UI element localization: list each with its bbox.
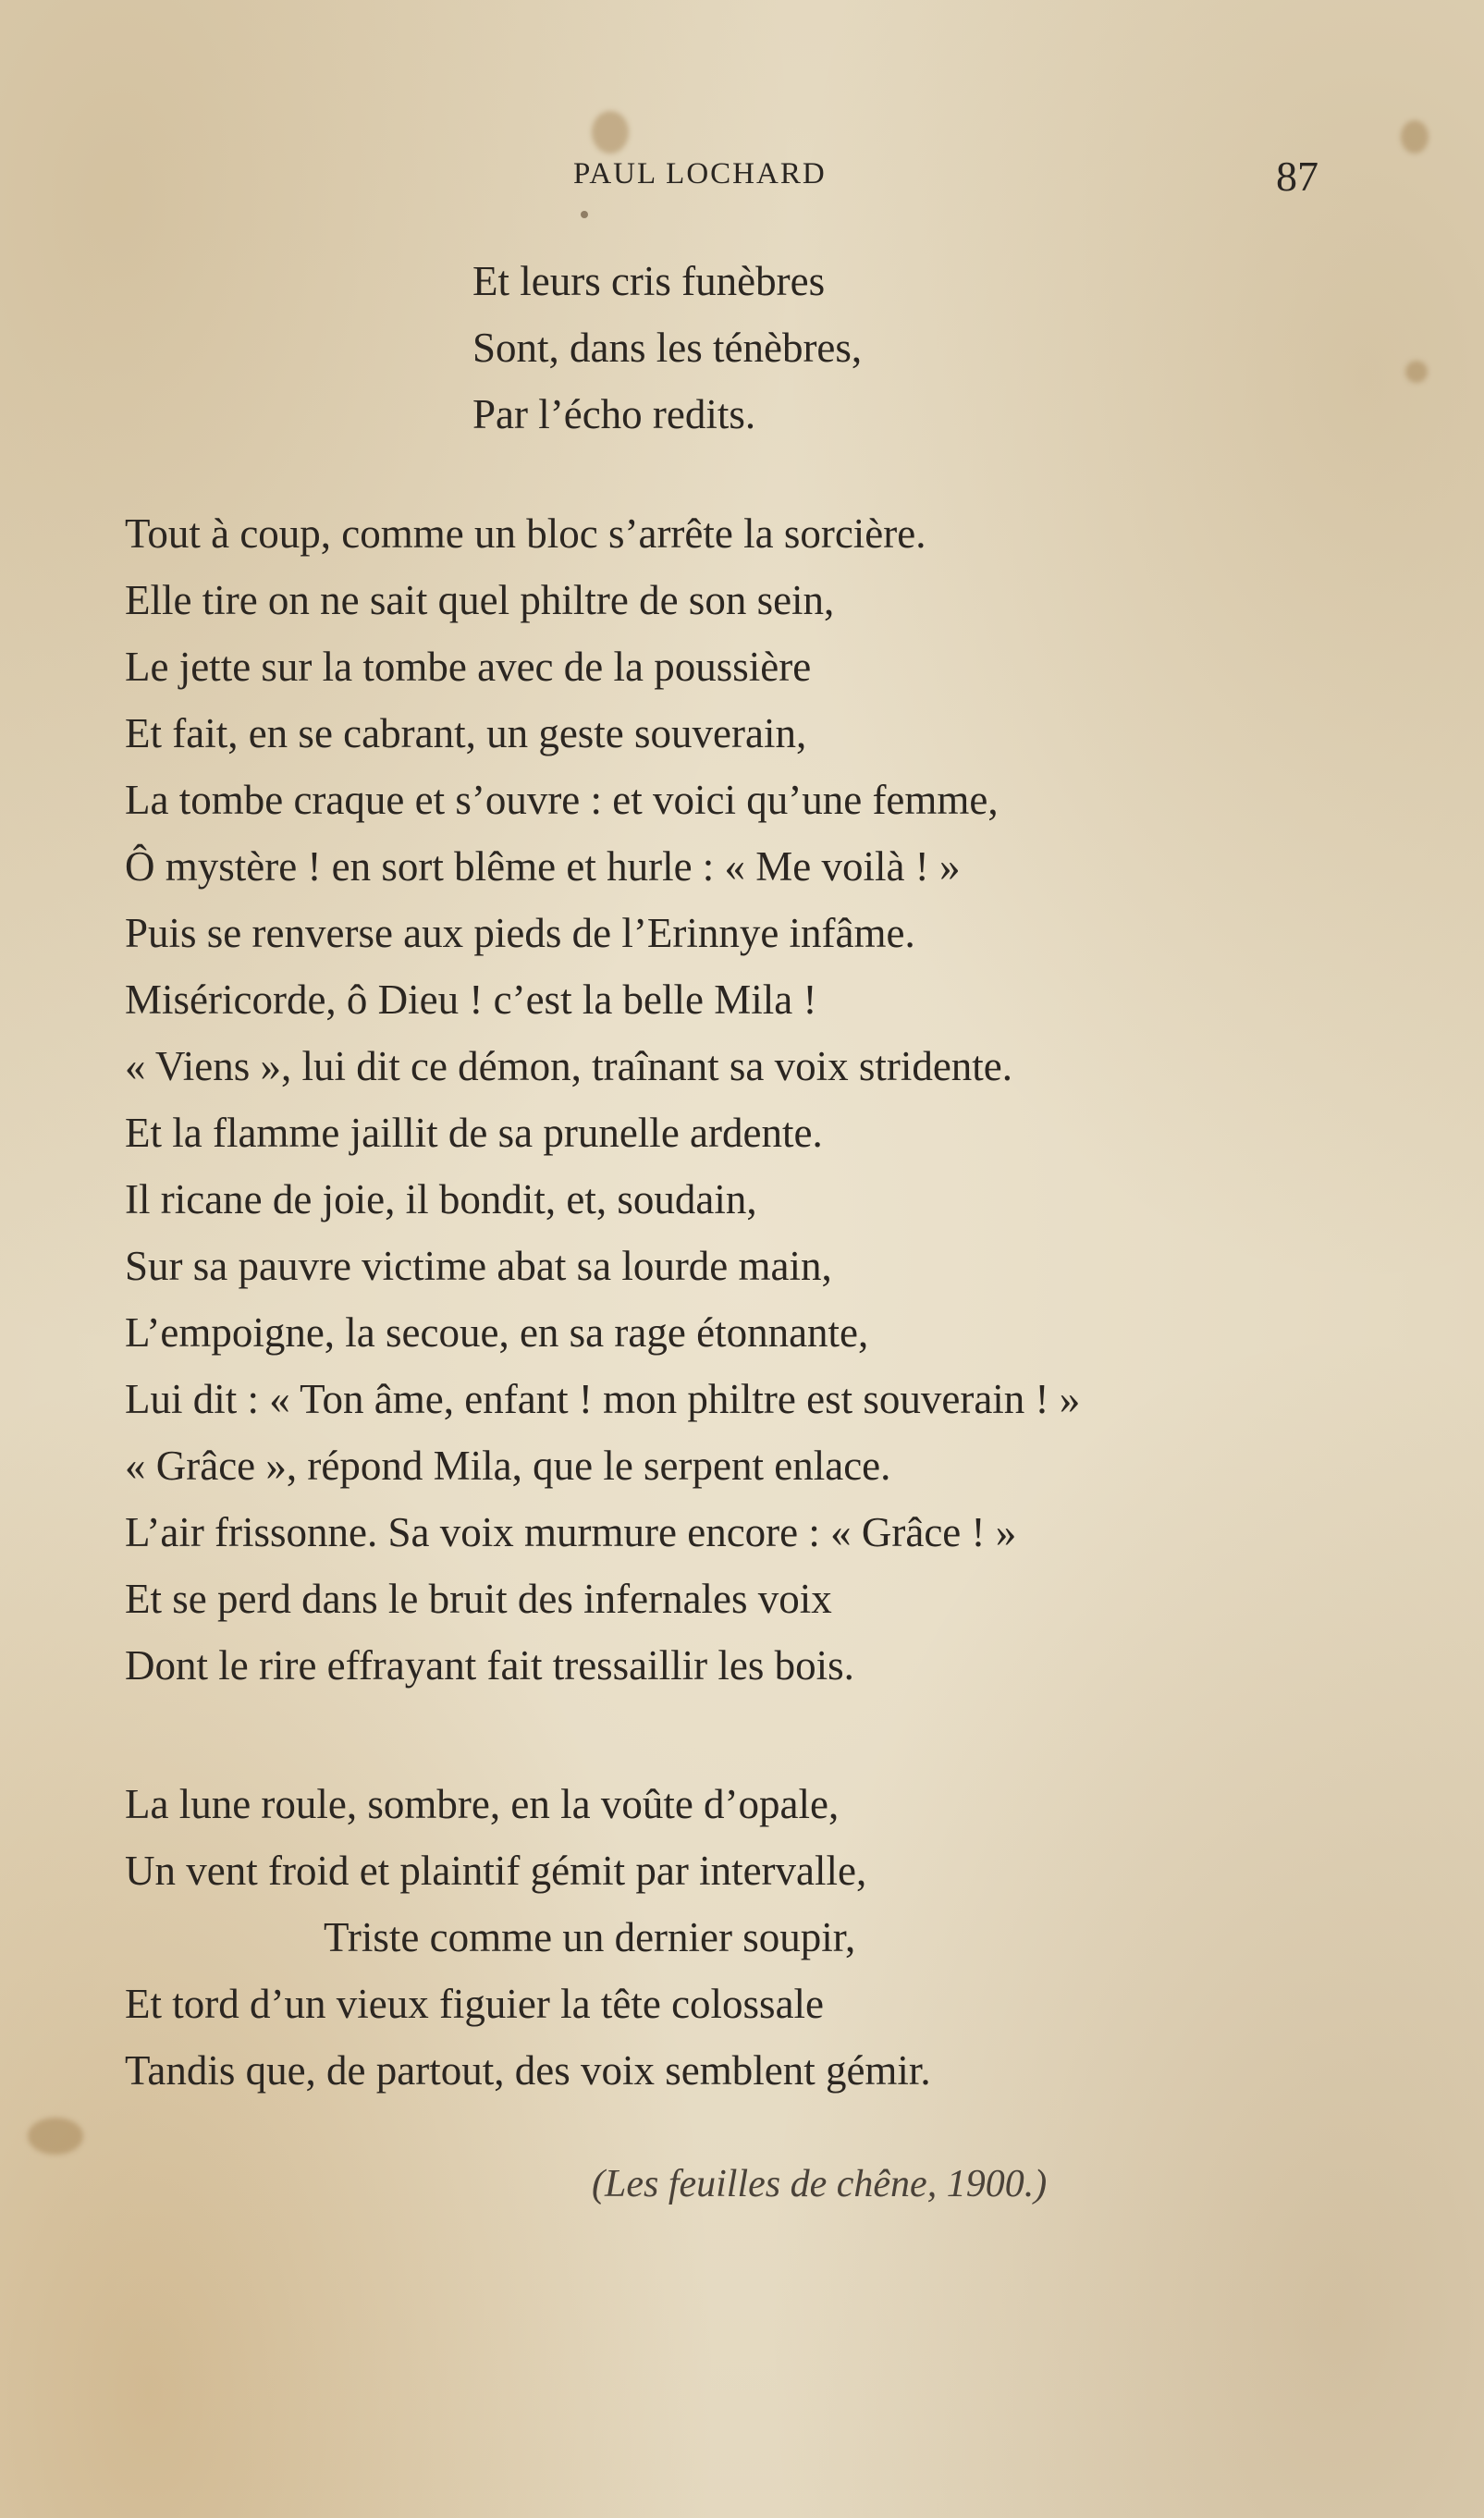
verse-line: Par l’écho redits. [472,391,756,437]
page-number: 87 [1276,153,1318,200]
print-speck [581,211,588,218]
verse-line: « Viens », lui dit ce démon, traînant sa voix stridente. [125,1043,1013,1089]
verse-line: La lune roule, sombre, en la voûte d’opale, [125,1781,840,1827]
verse-line: Puis se renverse aux pieds de l’Erinnye infâme. [125,910,915,956]
running-head-author: PAUL LOCHARD [573,157,827,190]
verse-line: Ô mystère ! en sort blême et hurle : « Me voilà ! » [125,843,961,890]
verse-line: Et se perd dans le bruit des infernales voix [125,1576,832,1622]
verse-line: Lui dit : « Ton âme, enfant ! mon philtre est souverain ! » [125,1376,1081,1422]
verse-line: Dont le rire effrayant fait tressaillir les bois. [125,1642,854,1689]
verse-line: Miséricorde, ô Dieu ! c’est la belle Mila ! [125,976,817,1023]
verse-line: Tandis que, de partout, des voix semblent gémir. [125,2047,931,2094]
verse-line: Elle tire on ne sait quel philtre de son sein, [125,577,835,623]
source-citation: (Les feuilles de chêne, 1900.) [592,2163,1048,2205]
verse-line: Le jette sur la tombe avec de la poussière [125,644,812,690]
verse-line: Et tord d’un vieux figuier la tête colossale [125,1981,825,2027]
verse-line: « Grâce », répond Mila, que le serpent enlace. [125,1443,891,1489]
verse-line: Il ricane de joie, il bondit, et, soudain, [125,1176,757,1222]
verse-line: Sont, dans les ténèbres, [472,325,863,371]
verse-line: Et leurs cris funèbres [472,258,826,304]
verse-line: Triste comme un dernier soupir, [324,1914,856,1960]
verse-line: Sur sa pauvre victime abat sa lourde main, [125,1243,832,1289]
verse-line: Un vent froid et plaintif gémit par intervalle, [125,1848,867,1894]
verse-line: L’empoigne, la secoue, en sa rage étonnante, [125,1309,869,1356]
verse-line: Tout à coup, comme un bloc s’arrête la sorcière. [125,510,926,557]
verse-line: Et fait, en se cabrant, un geste souverain, [125,710,807,756]
verse-line: La tombe craque et s’ouvre : et voici qu’une femme, [125,777,999,823]
verse-line: L’air frissonne. Sa voix murmure encore : « Grâce ! » [125,1509,1017,1555]
verse-line: Et la flamme jaillit de sa prunelle ardente. [125,1110,823,1156]
page-header [0,153,1484,213]
